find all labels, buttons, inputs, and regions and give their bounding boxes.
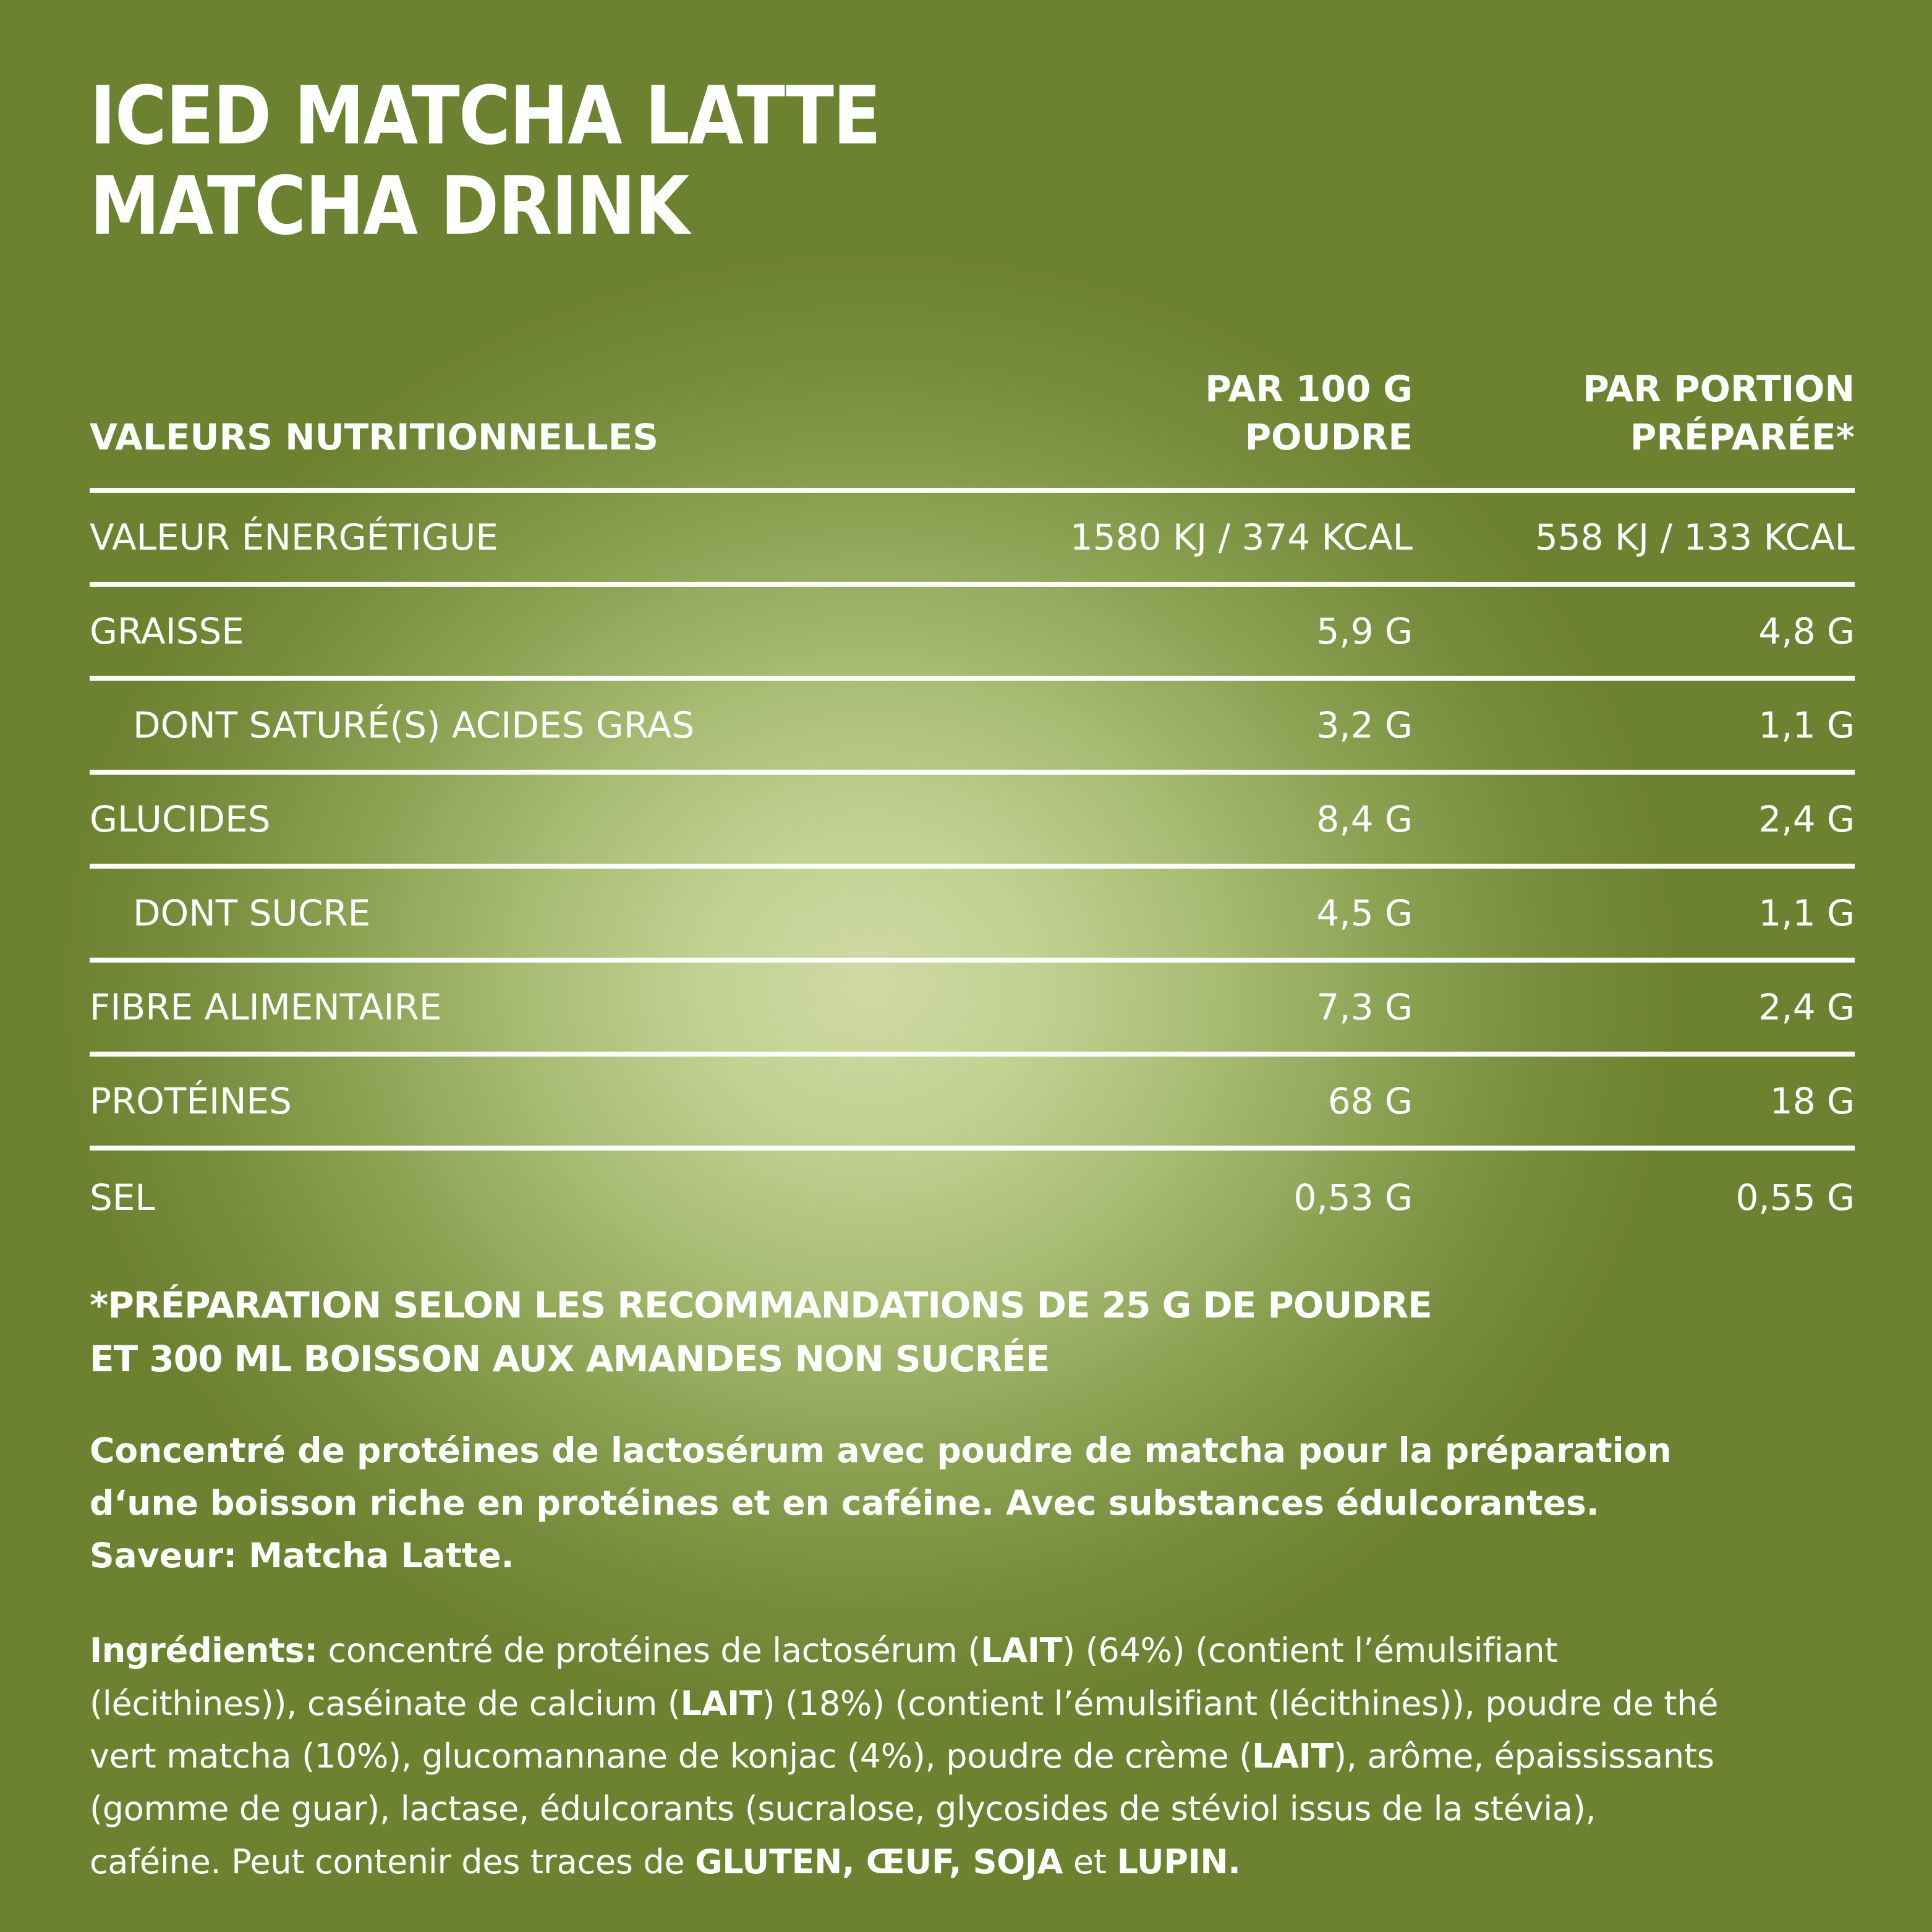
description-line: d‘une boisson riche en protéines et en caféine. Avec substances édulcorantes.: [90, 1483, 1599, 1523]
row-value-per-portion: 558 KJ / 133 KCAL: [1534, 516, 1855, 558]
table-row: [90, 587, 1855, 681]
row-value-per-100g: 68 G: [1327, 1079, 1413, 1122]
ingredients-line: [90, 1624, 1855, 1677]
row-label: GLUCIDES: [90, 798, 271, 840]
row-label: DONT SATURÉ(S) ACIDES GRAS: [133, 704, 695, 746]
row-value-per-portion: 1,1 G: [1758, 892, 1855, 934]
row-label: VALEUR ÉNERGÉTIGUE: [90, 516, 498, 558]
row-value-per-100g: 3,2 G: [1316, 704, 1413, 746]
row-value-per-portion: 0,55 G: [1735, 1176, 1855, 1219]
row-value-per-100g: 5,9 G: [1316, 610, 1413, 652]
row-value-per-100g: 0,53 G: [1293, 1176, 1413, 1219]
ingredients-line: [90, 1836, 1855, 1888]
table-row: [90, 869, 1855, 963]
ingredients-bold-segment: LAIT: [981, 1631, 1063, 1670]
footnote-line: *PRÉPARATION SELON LES RECOMMANDATIONS DE 25 G DE POUDRE: [90, 1283, 1432, 1326]
table-row: [90, 963, 1855, 1057]
table-row: [90, 493, 1855, 587]
product-title: [90, 71, 1855, 251]
header-per-100g: [980, 365, 1413, 461]
ingredients-line: [90, 1677, 1855, 1730]
row-label: DONT SUCRE: [133, 892, 371, 934]
ingredients-paragraph: [90, 1624, 1855, 1888]
nutrition-table-rows: [90, 493, 1855, 1245]
row-label: FIBRE ALIMENTAIRE: [90, 985, 442, 1028]
ingredients-text-segment: vert matcha (10%), glucomannane de konjac (4%), poudre de crème (: [90, 1737, 1253, 1776]
description-line: Saveur: Matcha Latte.: [90, 1536, 514, 1576]
ingredients-bold-segment: LAIT: [680, 1683, 762, 1723]
ingredients-bold-segment: Ingrédients:: [90, 1631, 318, 1670]
footnote-line: ET 300 ML BOISSON AUX AMANDES NON SUCRÉE: [90, 1337, 1050, 1380]
table-row: [90, 1151, 1855, 1245]
row-value-per-portion: 2,4 G: [1758, 985, 1855, 1028]
ingredients-text-segment: caféine. Peut contenir des traces de: [90, 1842, 696, 1881]
preparation-footnote: [90, 1279, 1855, 1386]
row-value-per-100g: 7,3 G: [1316, 985, 1413, 1028]
nutrition-table: [90, 365, 1855, 1244]
ingredients-bold-segment: GLUTEN, ŒUF, SOJA: [695, 1842, 1063, 1881]
ingredients-line: [90, 1782, 1855, 1835]
header-per-100g-line2: POUDRE: [1245, 415, 1413, 458]
table-row: [90, 775, 1855, 869]
table-row: [90, 681, 1855, 775]
header-per-portion-line1: PAR PORTION: [1583, 368, 1855, 411]
header-per-100g-line1: PAR 100 G: [1205, 368, 1413, 411]
header-per-portion-line2: PRÉPARÉE*: [1630, 415, 1855, 458]
row-value-per-portion: 4,8 G: [1758, 610, 1855, 652]
ingredients-text-segment: (lécithines)), caséinate de calcium (: [90, 1683, 681, 1723]
ingredients-bold-segment: LAIT: [1252, 1737, 1334, 1776]
ingredients-text-segment: (gomme de guar), lactase, édulcorants (sucralose, glycosides de stéviol issus de la stévia),: [90, 1789, 1596, 1829]
header-per-portion: [1413, 365, 1855, 461]
ingredients-text-segment: ) (18%) (contient l’émulsifiant (lécithines)), poudre de thé: [762, 1683, 1718, 1723]
row-label: SEL: [90, 1176, 155, 1219]
header-nutrition-values: VALEURS NUTRITIONNELLES: [90, 415, 659, 458]
table-row: [90, 1057, 1855, 1151]
row-value-per-portion: 18 G: [1769, 1079, 1855, 1122]
product-title-line1: ICED MATCHA LATTE: [90, 69, 880, 163]
row-label: GRAISSE: [90, 610, 244, 652]
ingredients-bold-segment: LUPIN.: [1117, 1842, 1241, 1881]
description-line: Concentré de protéines de lactosérum avec poudre de matcha pour la préparation: [90, 1430, 1672, 1470]
ingredients-text-segment: concentré de protéines de lactosérum (: [317, 1631, 981, 1670]
product-description: [90, 1424, 1855, 1583]
product-title-line2: MATCHA DRINK: [90, 158, 689, 253]
row-value-per-portion: 1,1 G: [1758, 704, 1855, 746]
ingredients-text-segment: et: [1063, 1842, 1117, 1881]
ingredients-text-segment: ), arôme, épaississants: [1333, 1737, 1714, 1776]
nutrition-table-header: [90, 365, 1855, 492]
row-value-per-100g: 4,5 G: [1316, 892, 1413, 934]
row-value-per-100g: 1580 KJ / 374 KCAL: [1070, 516, 1413, 558]
ingredients-line: [90, 1730, 1855, 1782]
row-label: PROTÉINES: [90, 1079, 292, 1122]
row-value-per-100g: 8,4 G: [1316, 798, 1413, 840]
ingredients-text-segment: ) (64%) (contient l’émulsifiant: [1062, 1631, 1558, 1670]
row-value-per-portion: 2,4 G: [1758, 798, 1855, 840]
